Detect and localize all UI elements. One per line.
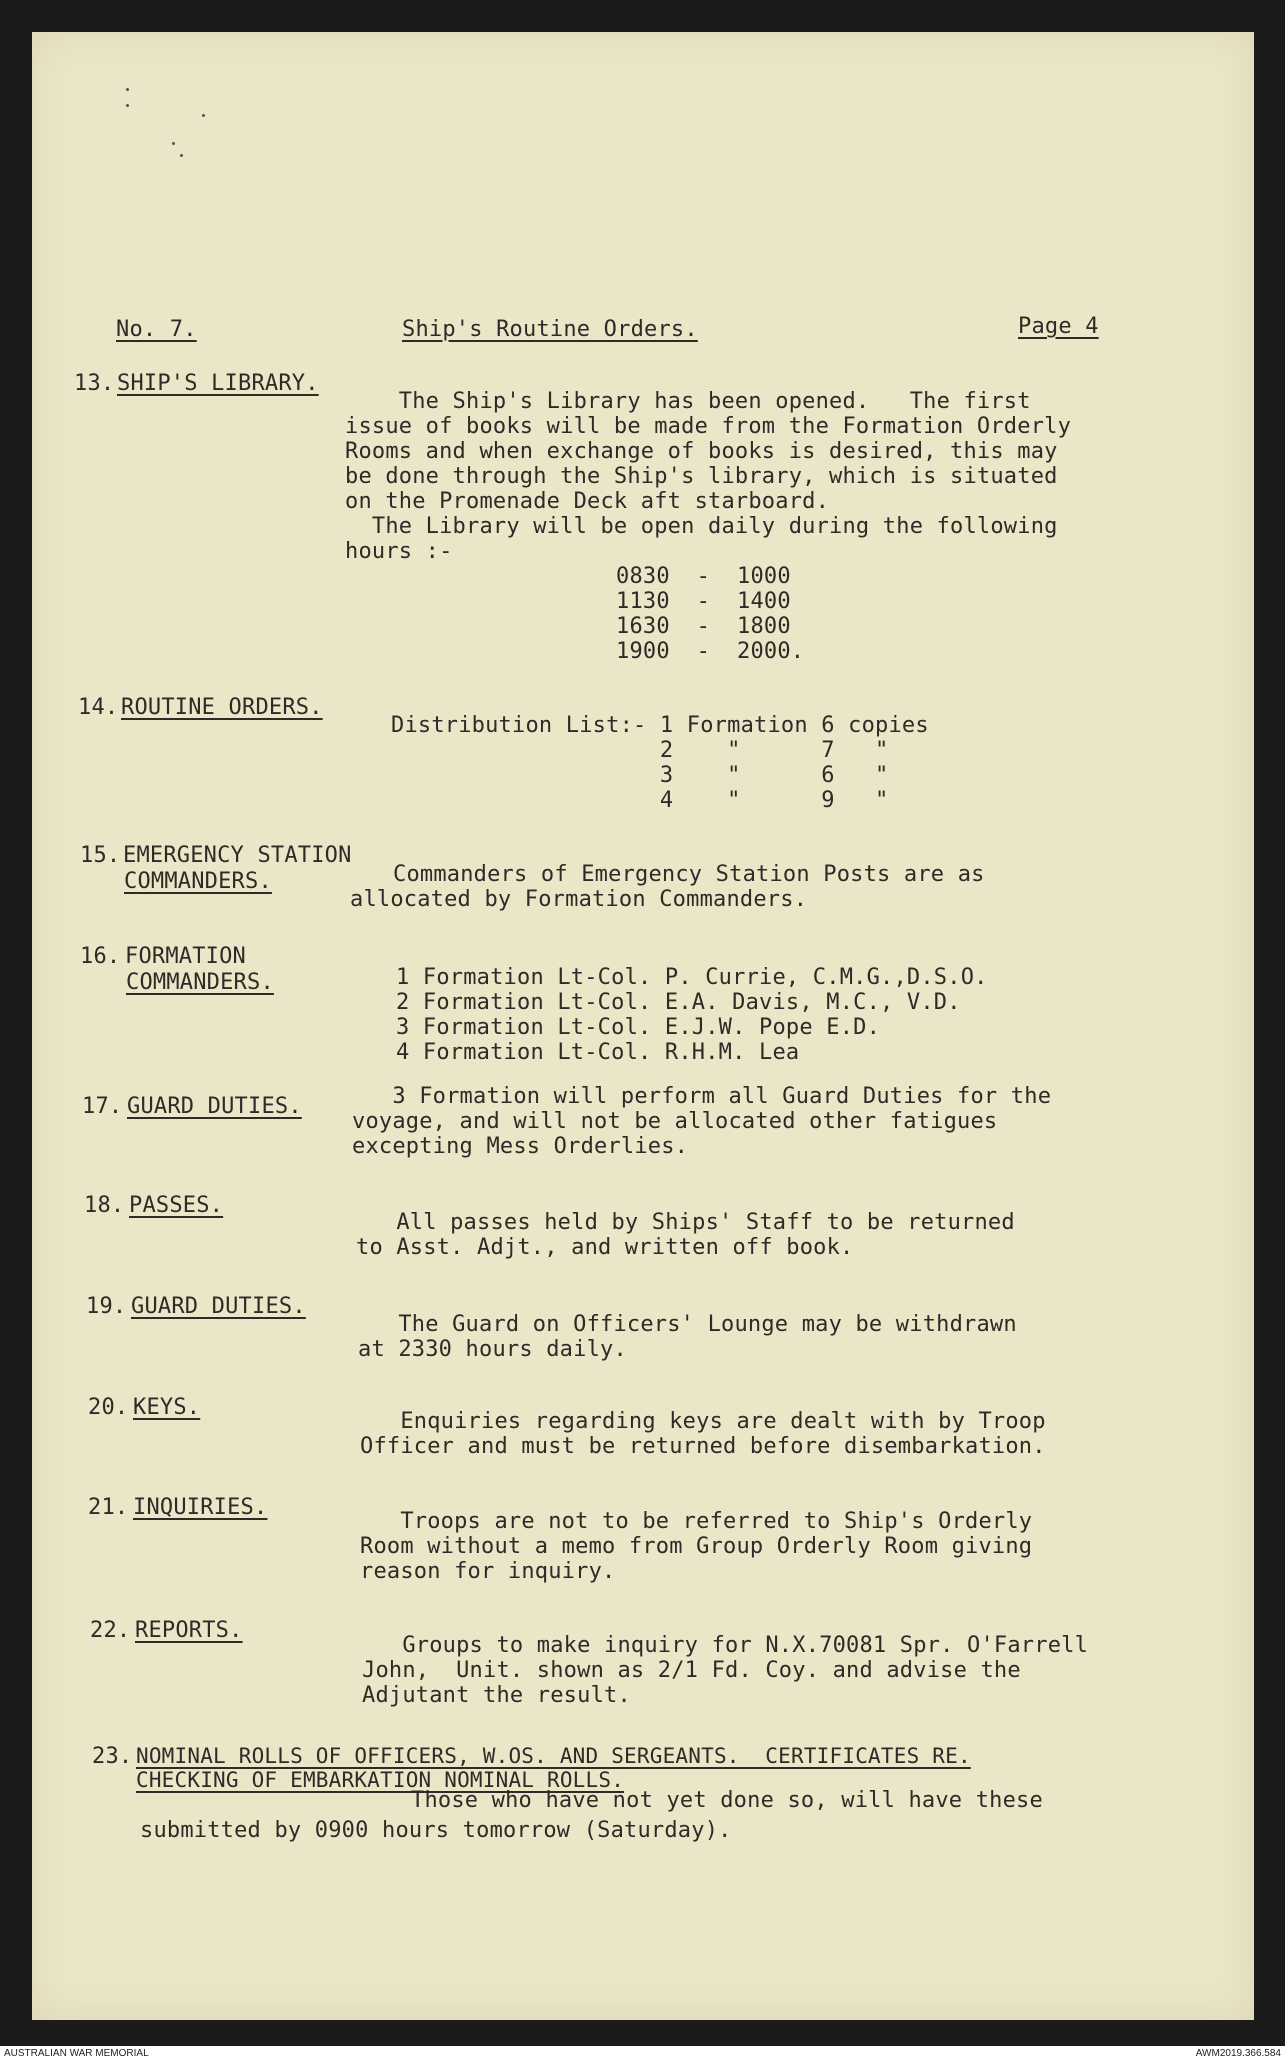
distribution-list xyxy=(391,713,929,813)
body-line: Commanders of Emergency Station Posts are as xyxy=(393,862,985,887)
section-heading: REPORTS. xyxy=(135,1618,243,1643)
section-number: 13. xyxy=(74,371,115,396)
body-line: reason for inquiry. xyxy=(360,1559,616,1584)
section-heading: ROUTINE ORDERS. xyxy=(121,695,323,720)
body-line: 2 Formation Lt-Col. E.A. Davis, M.C., V.D. xyxy=(396,990,961,1015)
body-line: The Library will be open daily during the following xyxy=(345,514,1058,539)
section-heading: PASSES. xyxy=(129,1193,224,1218)
body-line: hours :- xyxy=(345,539,453,564)
section-number: 15. xyxy=(80,843,121,868)
section-heading: CHECKING OF EMBARKATION NOMINAL ROLLS. xyxy=(136,1768,625,1792)
body-line: on the Promenade Deck aft starboard. xyxy=(345,489,830,514)
section-number: 17. xyxy=(82,1094,123,1119)
section-number: 22. xyxy=(90,1618,131,1643)
order-number: No. 7. xyxy=(116,317,197,342)
archive-name: AUSTRALIAN WAR MEMORIAL xyxy=(4,2048,149,2059)
section-number: 14. xyxy=(78,695,119,720)
body-line: The Guard on Officers' Lounge may be withdrawn xyxy=(358,1312,1017,1337)
body-line: Room without a memo from Group Orderly Room giving xyxy=(360,1534,1033,1559)
formation-commanders-list xyxy=(396,965,988,1065)
paper-speck xyxy=(202,114,205,117)
body-line: Rooms and when exchange of books is desired, this may xyxy=(345,439,1058,464)
body-line: Groups to make inquiry for N.X.70081 Spr. O'Farrell xyxy=(362,1633,1089,1658)
archive-footer xyxy=(0,2046,1285,2061)
hours-row: 0830 - 1000 xyxy=(616,564,791,589)
section-body xyxy=(352,1084,1051,1159)
body-line: to Asst. Adjt., and written off book. xyxy=(356,1235,854,1260)
section-heading: COMMANDERS. xyxy=(124,869,272,894)
paper-speck xyxy=(180,154,183,157)
library-hours xyxy=(616,564,804,664)
section-number: 20. xyxy=(88,1395,129,1420)
section-number: 19. xyxy=(86,1294,127,1319)
body-line: 2 " 7 " xyxy=(391,738,889,763)
body-line: Officer and must be returned before disembarkation. xyxy=(360,1434,1046,1459)
hours-row: 1130 - 1400 xyxy=(616,589,791,614)
section-heading: EMERGENCY STATION xyxy=(123,843,352,868)
hours-row: 1900 - 2000. xyxy=(616,639,805,664)
body-line: 1 Formation Lt-Col. P. Currie, C.M.G.,D.S.O. xyxy=(396,965,988,990)
body-line: allocated by Formation Commanders. xyxy=(350,887,808,912)
section-body xyxy=(360,1509,1032,1584)
section-heading: FORMATION xyxy=(125,944,247,969)
body-line: The Ship's Library has been opened. The first xyxy=(345,389,1031,414)
body-line: at 2330 hours daily. xyxy=(358,1337,627,1362)
section-body xyxy=(360,1409,1046,1459)
body-line: excepting Mess Orderlies. xyxy=(352,1134,689,1159)
section-body xyxy=(358,1312,1017,1362)
body-line: All passes held by Ships' Staff to be returned xyxy=(356,1210,1015,1235)
body-line: 3 Formation will perform all Guard Duties for the xyxy=(352,1084,1052,1109)
body-line: Adjutant the result. xyxy=(362,1683,631,1708)
body-line: submitted by 0900 hours tomorrow (Saturday). xyxy=(140,1818,732,1843)
paper-speck xyxy=(126,104,129,107)
section-heading: GUARD DUTIES. xyxy=(131,1294,306,1319)
body-line: Troops are not to be referred to Ship's Orderly xyxy=(360,1509,1033,1534)
section-number: 23. xyxy=(92,1744,133,1769)
section-heading: GUARD DUTIES. xyxy=(127,1094,302,1119)
section-heading: KEYS. xyxy=(133,1395,201,1420)
section-heading: NOMINAL ROLLS OF OFFICERS, W.OS. AND SERGEANTS. CERTIFICATES RE. xyxy=(136,1744,971,1768)
paper-speck xyxy=(126,88,129,91)
page-title: Ship's Routine Orders. xyxy=(402,317,698,342)
body-line: 3 Formation Lt-Col. E.J.W. Pope E.D. xyxy=(396,1015,881,1040)
page-number: Page 4 xyxy=(1018,314,1099,339)
paper-speck xyxy=(172,142,175,145)
section-body xyxy=(345,389,1071,564)
section-number: 18. xyxy=(84,1193,125,1218)
body-line: Those who have not yet done so, will have these xyxy=(411,1788,1043,1813)
section-body xyxy=(350,862,985,912)
body-line: Distribution List:- 1 Formation 6 copies xyxy=(391,713,929,738)
body-line: Enquiries regarding keys are dealt with by Troop xyxy=(360,1409,1046,1434)
body-line: John, Unit. shown as 2/1 Fd. Coy. and advise the xyxy=(362,1658,1021,1683)
body-line: issue of books will be made from the Formation Orderly xyxy=(345,414,1072,439)
section-number: 16. xyxy=(80,944,121,969)
section-heading: SHIP'S LIBRARY. xyxy=(117,371,319,396)
body-line: be done through the Ship's library, which is situated xyxy=(345,464,1058,489)
body-line: 3 " 6 " xyxy=(391,763,889,788)
body-line: 4 Formation Lt-Col. R.H.M. Lea xyxy=(396,1040,800,1065)
section-number: 21. xyxy=(88,1495,129,1520)
body-line: 4 " 9 " xyxy=(391,788,889,813)
section-body xyxy=(362,1633,1088,1708)
section-heading: COMMANDERS. xyxy=(126,970,274,995)
archive-reference: AWM2019.366.584 xyxy=(1195,2048,1281,2059)
section-heading: INQUIRIES. xyxy=(133,1495,268,1520)
section-body xyxy=(356,1210,1015,1260)
body-line: voyage, and will not be allocated other fatigues xyxy=(352,1109,998,1134)
hours-row: 1630 - 1800 xyxy=(616,614,791,639)
